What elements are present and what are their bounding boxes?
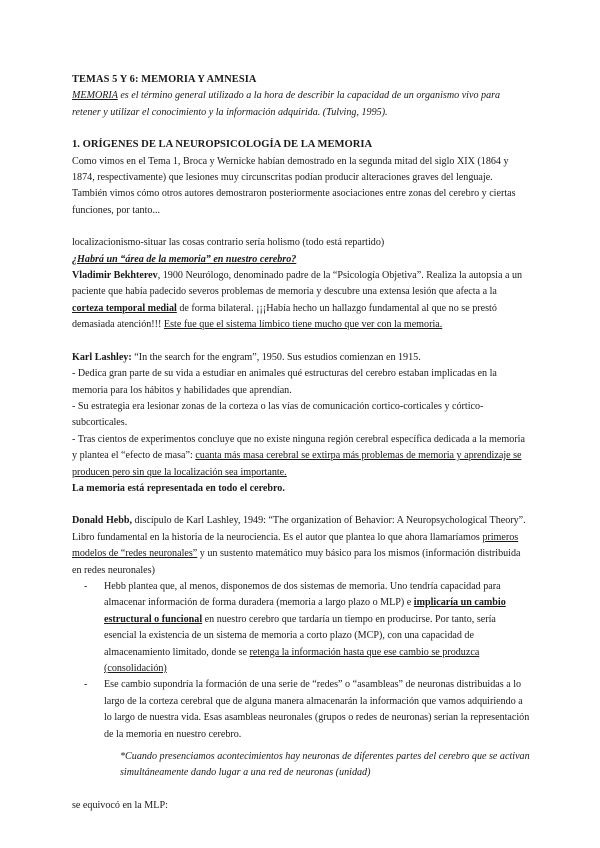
hebb-text-1: discípulo de Karl Lashley, 1949: “The organization of Behavior: A Neuropsychological Theory”. Libro fundamental en la historia de la neurociencia. Es el autor que plantea lo que ahora llamaríamos: [72, 515, 526, 543]
section-heading: 1. ORÍGENES DE LA NEUROPSICOLOGÍA DE LA MEMORIA: [72, 139, 373, 151]
hebb-bullet-1-c: en nuestro cerebro que tardaría un tiempo en producirse. Por tanto, sería esencial la existencia de un sistema de memoria a corto plazo (MCP), con una capacidad de almacenamiento limitado, donde se: [104, 613, 496, 658]
lashley-point-1: - Dedica gran parte de su vida a estudiar en animales qué estructuras del cerebro estaban implicadas en la memoria para los hábitos y habilidades que aprendían.: [72, 368, 497, 396]
section-intro: Como vimos en el Tema 1, Broca y Wernicke habían demostrado en la segunda mitad del siglo XIX (1864 y 1874, respectivamente) que lesiones muy circunscritas podían producir alteraciones graves del lenguaje. También vimos cómo otros autores demostraron posteriormente asociaciones entre zonas del cerebro y ciertas funciones, por tanto...: [72, 155, 516, 216]
list-item: [104, 579, 530, 677]
bekhterev-text-2: de forma bilateral. ¡¡¡Había hecho un hallazgo fundamental al que no se prestó demasiada atención!!!: [72, 302, 497, 331]
final-note: se equivocó en la MLP:: [72, 799, 168, 811]
italic-note: *Cuando presenciamos acontecimientos hay neuronas de diferentes partes del cerebro que se activan simultáneamente dando lugar a una red de neuronas (unidad): [120, 751, 530, 779]
lashley-point-2: - Su estrategia era lesionar zonas de la corteza o las vías de comunicación cortico-corticales y córtico-subcorticales.: [72, 400, 484, 429]
hebb-bullet-2: Ese cambio supondría la formación de una serie de “redes” o “asambleas” de neuronas distribuidas a lo largo de la corteza cerebral que de alguna manera almacenarán la información que vamos adquiriendo a lo largo de nuestra vida. Esas asambleas neuronales (grupos o redes de neuronas) serían la representación de la memoria en nuestro cerebro.: [104, 679, 530, 740]
bekhterev-paragraph: [72, 268, 530, 334]
memory-definition: [72, 88, 530, 121]
lashley-conclusion: La memoria está representada en todo el cerebro.: [72, 482, 285, 494]
definition-term: MEMORIA: [72, 90, 118, 102]
hebb-bullet-1-d: retenga la información hasta que ese cambio se produzca (consolidación): [104, 646, 480, 674]
handwritten-note: localizacionismo-situar las cosas contrario sería holismo (todo está repartido): [72, 237, 385, 249]
hebb-name: Donald Hebb,: [72, 515, 133, 527]
lashley-text: “In the search for the engram”, 1950. Sus estudios comienzan en 1915.: [131, 351, 421, 363]
section-question: ¿Habrá un “área de la memoria” en nuestro cerebro?: [72, 253, 297, 265]
lashley-intro: [72, 350, 530, 366]
hebb-text-2: y un sustento matemático muy básico para los mismos (información distribuida en redes neuronales): [72, 548, 521, 576]
document-content: [72, 72, 530, 814]
hebb-highlight: primeros modelos de “redes neuronales”: [72, 531, 519, 560]
bekhterev-text-1: , 1900 Neurólogo, denominado padre de la “Psicología Objetiva”. Realiza la autopsia a un paciente que había padecido severos problemas de memoria y descubre una extensa lesión que afecta a la: [72, 270, 523, 298]
hebb-paragraph: [72, 513, 530, 579]
hebb-bullet-1-b: implicaría un cambio estructural o funcional: [104, 597, 506, 625]
lashley-name: Karl Lashley:: [72, 351, 132, 363]
bekhterev-highlight: corteza temporal medial: [72, 302, 177, 314]
hebb-bullet-list: [72, 579, 530, 743]
lashley-point-3: [72, 432, 530, 481]
bekhterev-note: Este fue que el sistema límbico tiene mucho que ver con la memoria.: [163, 319, 443, 331]
lashley-point-3-note: cuanta más masa cerebral se extirpa más problemas de memoria y aprendizaje se producen pero sin que la localización sea importante.: [72, 450, 522, 478]
bekhterev-name: Vladimir Bekhterev: [72, 270, 158, 282]
lashley-point-3-text: - Tras cientos de experimentos concluye que no existe ninguna región cerebral específica dedicada a la memoria y plantea el “efecto de masa”:: [72, 433, 525, 462]
definition-text: es el término general utilizado a la hora de describir la capacidad de un organismo vivo para retener y utilizar el conocimiento y la información adquirida. (Tulving, 1995).: [72, 90, 501, 118]
list-item: [104, 677, 530, 743]
hebb-bullet-1-a: Hebb plantea que, al menos, disponemos de dos sistemas de memoria. Uno tendría capacidad para almacenar información de forma duradera (memoria a largo plazo o MLP) e: [104, 580, 501, 609]
document-title: TEMAS 5 Y 6: MEMORIA Y AMNESIA: [72, 74, 257, 85]
